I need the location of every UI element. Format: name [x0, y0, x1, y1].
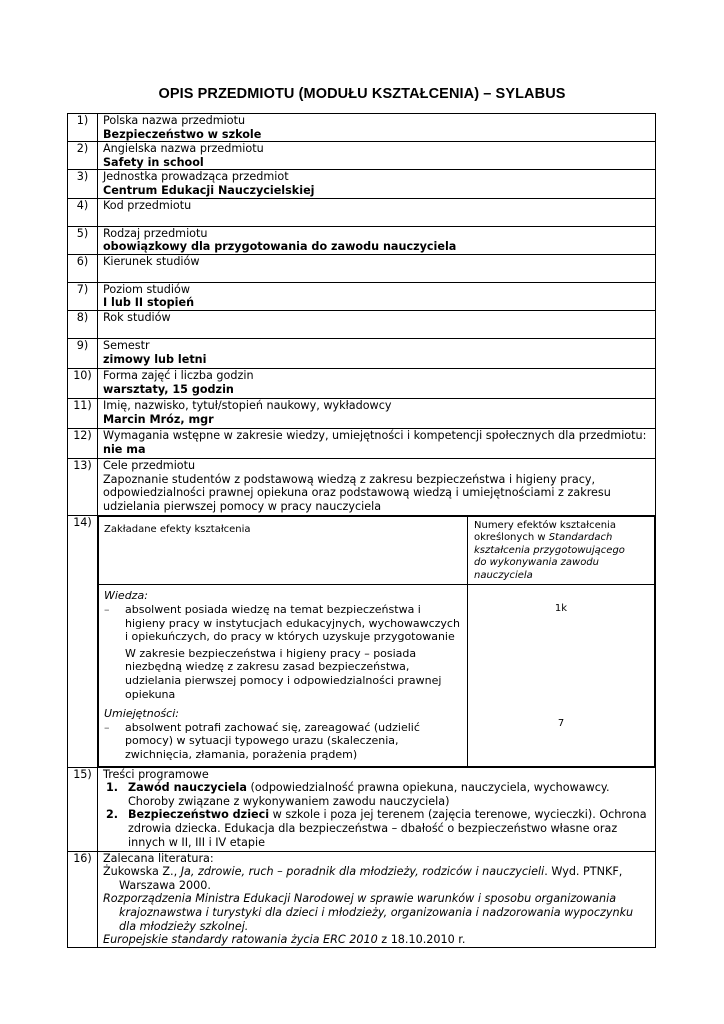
field-label: Forma zajęć i liczba godzin: [103, 368, 254, 382]
learning-outcomes-table: [98, 516, 655, 767]
field-cell: [98, 170, 656, 198]
literature-item: Żukowska Z., Ja, zdrowie, ruch – poradnik dla młodzieży, rodziców i nauczycieli. Wyd. PTNKF, Warszawa 2000.: [103, 865, 623, 892]
field-cell: [98, 851, 656, 947]
dash-bullet: –: [104, 603, 110, 617]
row-number: 7): [68, 282, 98, 310]
field-cell: [98, 226, 656, 254]
row-number: 9): [68, 338, 98, 368]
program-contents: [103, 781, 650, 849]
table-row: [68, 428, 656, 458]
field-cell: [98, 282, 656, 310]
field-value: Marcin Mróz, mgr: [103, 412, 214, 426]
field-label: Kierunek studiów: [103, 254, 200, 268]
standards-header: [468, 516, 655, 585]
knowledge-outcome-extra: W zakresie bezpieczeństwa i higieny pracy – posiada niezbędną wiedzę z zakresu zasad bezpieczeństwa, udzielania pierwszej pomocy i odpowiedzialności prawnej opiekuna: [125, 646, 442, 701]
row-number: 6): [68, 254, 98, 282]
field-cell: [98, 767, 656, 851]
dash-bullet: –: [104, 720, 110, 734]
list-item: [104, 603, 462, 644]
table-row: [68, 338, 656, 368]
list-text: Zawód nauczyciela (odpowiedzialność prawna opiekuna, nauczyciela, wychowawcy. Choroby związane z wykonywaniem zawodu nauczyciela): [128, 781, 610, 808]
row-number: 10): [68, 368, 98, 398]
field-value: zimowy lub letni: [103, 352, 207, 366]
outcomes-header: Zakładane efekty kształcenia: [99, 516, 468, 585]
table-row: [68, 767, 656, 851]
skills-code: 7: [557, 718, 565, 730]
field-value: obowiązkowy dla przygotowania do zawodu nauczyciela: [103, 240, 457, 254]
table-row: [68, 368, 656, 398]
field-label: Poziom studiów: [103, 282, 190, 296]
field-label: Kod przedmiotu: [103, 198, 192, 212]
outcomes-header-row: [99, 516, 655, 585]
skills-label: Umiejętności:: [104, 707, 179, 721]
effects-cell: [98, 515, 656, 767]
table-row: [68, 114, 656, 142]
field-label: Wymagania wstępne w zakresie wiedzy, umiejętności i kompetencji społecznych dla przedmiotu:: [103, 428, 647, 442]
field-cell: [98, 338, 656, 368]
row-number: 8): [68, 310, 98, 338]
table-row: [68, 851, 656, 947]
standards-header-line: kształcenia przygotowującego: [474, 544, 625, 556]
field-label: Imię, nazwisko, tytuł/stopień naukowy, wykładowcy: [103, 398, 392, 412]
field-cell: [98, 142, 656, 170]
field-value: nie ma: [103, 442, 146, 456]
list-text: Bezpieczeństwo dzieci w szkole i poza jej terenem (zajęcia terenowe, wycieczki). Ochrona zdrowia dziecka. Edukacja dla bezpieczeństwa – dbałość o bezpieczeństwo własne oraz innych w II, III i IV etapie: [128, 808, 647, 849]
field-value: Safety in school: [103, 155, 204, 169]
standards-header-line: do wykonywania zawodu nauczyciela: [474, 557, 599, 581]
standards-header-line: Numery efektów kształcenia: [474, 519, 616, 531]
outcomes-list: [99, 585, 468, 766]
field-label: Rok studiów: [103, 310, 171, 324]
field-label: Cele przedmiotu: [103, 458, 196, 472]
table-row: [68, 458, 656, 515]
table-row: [68, 282, 656, 310]
field-cell: [98, 368, 656, 398]
row-number: 3): [68, 170, 98, 198]
row-number: 12): [68, 428, 98, 458]
list-number: 2.: [106, 808, 119, 822]
field-label: Semestr: [103, 338, 150, 352]
row-number: 15): [68, 767, 98, 851]
literature-item: Europejskie standardy ratowania życia ERC 2010 z 18.10.2010 r.: [103, 933, 466, 947]
row-number: 1): [68, 114, 98, 142]
row-number: 14): [68, 515, 98, 767]
field-label: Angielska nazwa przedmiotu: [103, 142, 264, 156]
outcomes-body-row: [99, 585, 655, 766]
field-value: Bezpieczeństwo w szkole: [103, 127, 262, 141]
list-item: [103, 808, 650, 849]
field-cell: [98, 310, 656, 338]
list-item: [104, 721, 462, 762]
field-cell: [98, 428, 656, 458]
field-label: Polska nazwa przedmiotu: [103, 114, 246, 127]
table-row: [68, 170, 656, 198]
row-number: 13): [68, 458, 98, 515]
table-row: [68, 142, 656, 170]
field-label: Zalecana literatura:: [103, 851, 214, 865]
syllabus-table: [67, 113, 656, 948]
field-label: Rodzaj przedmiotu: [103, 226, 208, 240]
table-row: [68, 254, 656, 282]
table-row: [68, 310, 656, 338]
row-number: 2): [68, 142, 98, 170]
field-label: Treści programowe: [103, 767, 209, 781]
field-cell: [98, 458, 656, 515]
knowledge-label: Wiedza:: [104, 589, 148, 603]
list-number: 1.: [106, 781, 119, 795]
field-value: Centrum Edukacji Nauczycielskiej: [103, 183, 315, 197]
field-cell: [98, 398, 656, 428]
field-value: warsztaty, 15 godzin: [103, 382, 234, 396]
field-value: Zapoznanie studentów z podstawową wiedzą z zakresu bezpieczeństwa i higieny pracy, odpowiedzialności prawnej opiekuna oraz podstawową wiedzą i umiejętnościami z zakresu udzielania pierwszej pomocy w pracy nauczyciela: [103, 472, 611, 513]
row-number: 16): [68, 851, 98, 947]
list-item: [103, 781, 650, 808]
field-cell: [98, 198, 656, 226]
document-title: OPIS PRZEDMIOTU (MODUŁU KSZTAŁCENIA) – SYLABUS: [158, 86, 566, 102]
field-cell: [98, 114, 656, 142]
table-row: [68, 226, 656, 254]
table-row: [68, 398, 656, 428]
row-number: 11): [68, 398, 98, 428]
standards-codes: [468, 585, 655, 766]
standards-header-line: określonych w Standardach: [474, 532, 613, 544]
literature-item: Rozporządzenia Ministra Edukacji Narodowej w sprawie warunków i sposobu organizowania krajoznawstwa i turystyki dla dzieci i młodzieży, organizowania i nadzorowania wypoczynku dla młodzieży szkolnej.: [103, 892, 634, 933]
row-number: 4): [68, 198, 98, 226]
skills-outcome: absolwent potrafi zachować się, zareagować (udzielić pomocy) w sytuacji typowego urazu (skaleczenia, zwichnięcia, złamania, porażenia prądem): [125, 720, 420, 761]
knowledge-outcome: absolwent posiada wiedzę na temat bezpieczeństwa i higieny pracy w instytucjach edukacyjnych, wychowawczych i opiekuńczych, do pracy w których uzyskuje przygotowanie: [125, 603, 460, 644]
knowledge-code: 1k: [554, 603, 568, 615]
field-cell: [98, 254, 656, 282]
row-number: 5): [68, 226, 98, 254]
field-label: Jednostka prowadząca przedmiot: [103, 170, 289, 184]
table-row: [68, 198, 656, 226]
table-row: [68, 515, 656, 767]
field-value: I lub II stopień: [103, 296, 195, 310]
